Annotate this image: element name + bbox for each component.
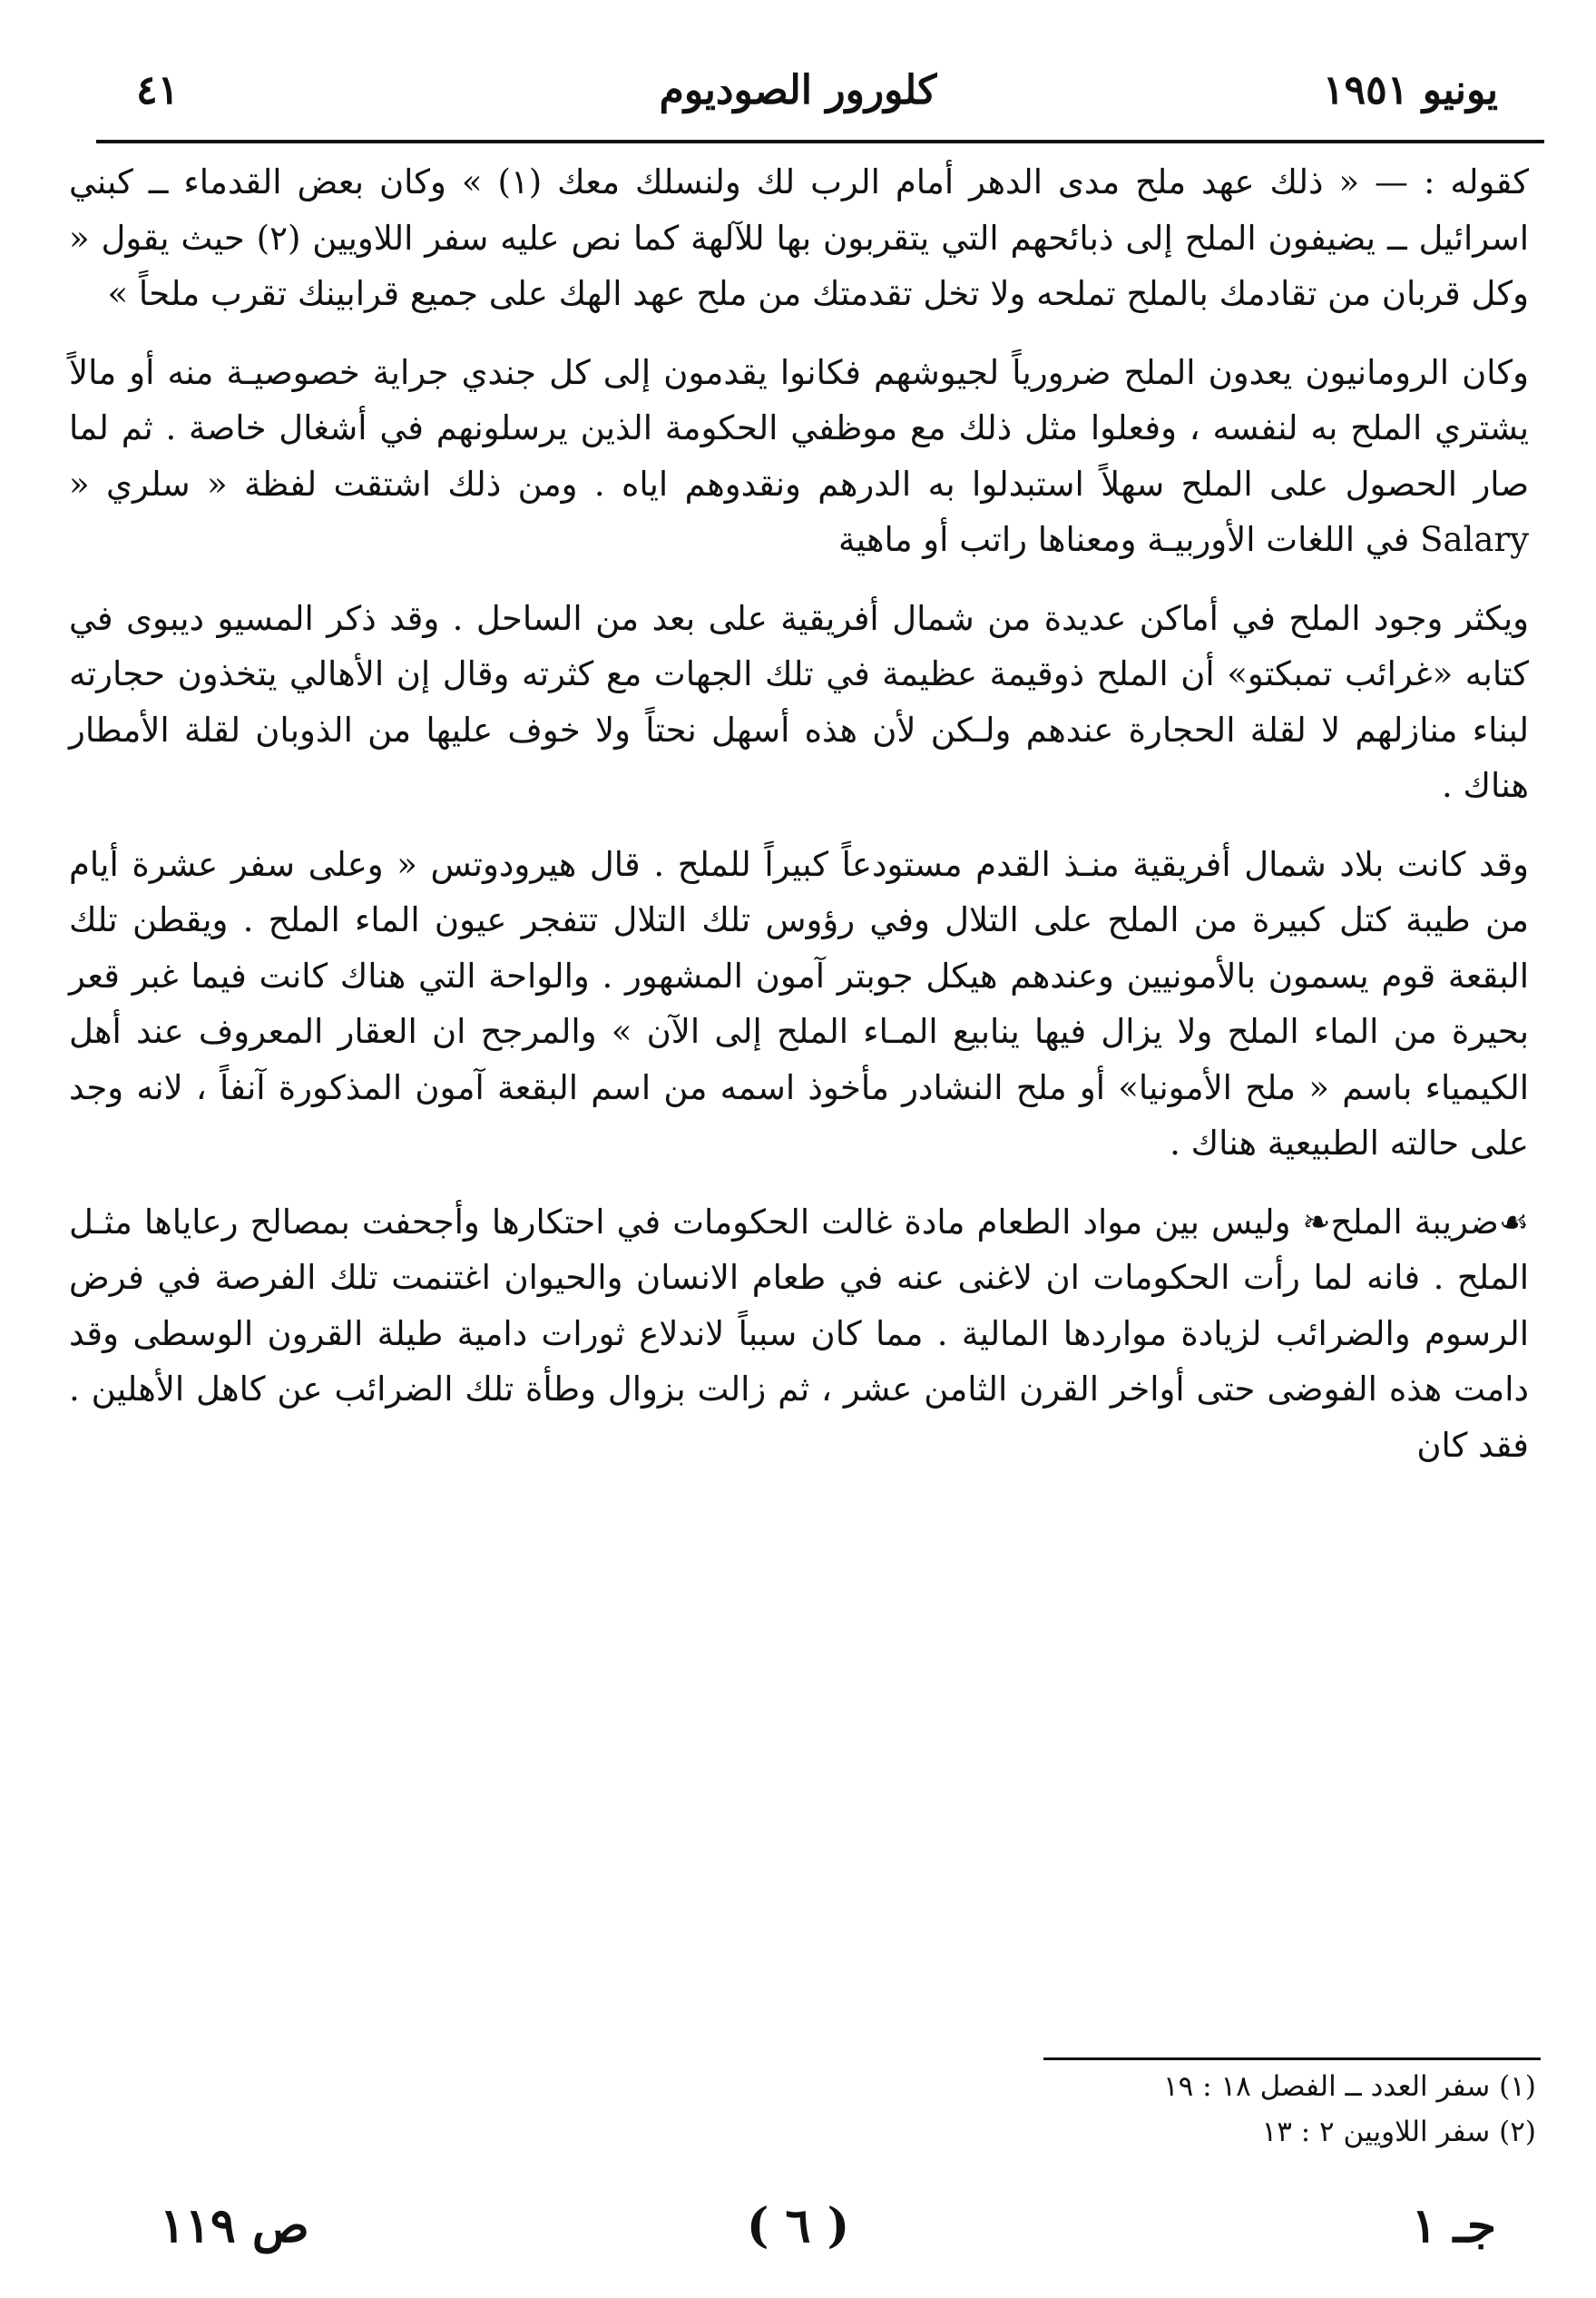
paragraph: وقد كانت بلاد شمال أفريقية منـذ القدم مستودعاً كبيراً للملح . قال هيرودوتس « وعلى سفر عشرة أيام من طيبة كتل كبيرة من الملح على التلال وفي رؤوس تلك التلال تتفجر عيون الماء الملح . ويقطن تلك البقعة قوم يسمون بالأمونيين وعندهم هيكل جوبتر آمون المشهور . والواحة التي هناك كانت فيما غبر قعر بحيرة من الماء الملح ولا يزال فيها ينابيع المـاء الملح إلى الآن » والمرجح ان العقار المعروف عند أهل الكيمياء باسم « ملح الأمونيا» أو ملح النشادر مأخوذ اسمه من اسم البقعة آمون المذكورة آنفاً ، لانه وجد على حالته الطبيعية هناك .	[69, 844, 1529, 1163]
footnote-divider	[1043, 2057, 1541, 2060]
header-divider	[96, 140, 1544, 143]
header-page-number: ٤١	[136, 67, 180, 113]
paragraph: ☙ضريبة الملح❧ وليس بين مواد الطعام مادة غالت الحكومات في احتكارها وأجحفت بمصالح رعاياها مثـل الملح . فانه لما رأت الحكومات ان لاغنى عنه في طعام الانسان والحيوان اغتنمت تلك الفرصة في فرض الرسوم والضرائب لزيادة مواردها المالية . مما كان سبباً لاندلاع ثورات دامية طيلة القرون الوسطى وقد دامت هذه الفوضى حتى أواخر القرن الثامن عشر ، ثم زالت بزوال وطأة تلك الضرائب عن كاهل الأهلين . فقد كان	[69, 1202, 1529, 1465]
footer-sheet-number: ( ٦ )	[746, 2198, 850, 2254]
footnote: (١) سفر العدد ــ الفصل ١٨ : ١٩	[1162, 2070, 1536, 2103]
footnotes	[974, 2064, 1536, 2155]
footer-page: ص ١١٩	[160, 2198, 309, 2254]
footer-signature: جـ ١	[1411, 2198, 1496, 2254]
paragraph: وكان الرومانيون يعدون الملح ضرورياً لجيوشهم فكانوا يقدمون إلى كل جندي جراية خصوصيـة منه أو مالاً يشتري الملح به لنفسه ، وفعلوا مثل ذلك مع موظفي الحكومة الذين يرسلونهم في أشغال خاصة . ثم لما صار الحصول على الملح سهلاً استبدلوا به الدرهم ونقدوهم اياه . ومن ذلك اشتقت لفظة « سلري « Salary في اللغات الأوربيـة ومعناها راتب أو ماهية	[69, 352, 1530, 559]
paragraph: كقوله : — « ذلك عهد ملح مدى الدهر أمام الرب لك ولنسلك معك (١) » وكان بعض القدماء ــ كبني اسرائيل ــ يضيفون الملح إلى ذبائحهم التي يتقربون بها للآلهة كما نص عليه سفر اللاويين (٢) حيث يقول « وكل قربان من تقادمك بالملح تملحه ولا تخل تقدمتك من ملح عهد الهك على جميع قرابينك تقرب ملحاً »	[69, 162, 1529, 313]
footnote: (٢) سفر اللاويين ٢ : ١٣	[1261, 2116, 1536, 2148]
header-date: يونيو ١٩٥١	[1322, 67, 1498, 113]
paragraph: ويكثر وجود الملح في أماكن عديدة من شمال أفريقية على بعد من الساحل . وقد ذكر المسيو ديبوى في كتابه «غرائب تمبكتو» أن الملح ذوقيمة عظيمة في تلك الجهات مع كثرته وقال إن الأهالي يتخذون حجارته لبناء منازلهم لا لقلة الحجارة عندهم ولـكن لأن هذه أسهل نحتاً ولا خوف عليها من الذوبان لقلة الأمطار هناك .	[69, 598, 1529, 805]
header-title: كلورور الصوديوم	[659, 67, 937, 113]
article-body	[69, 154, 1529, 1496]
